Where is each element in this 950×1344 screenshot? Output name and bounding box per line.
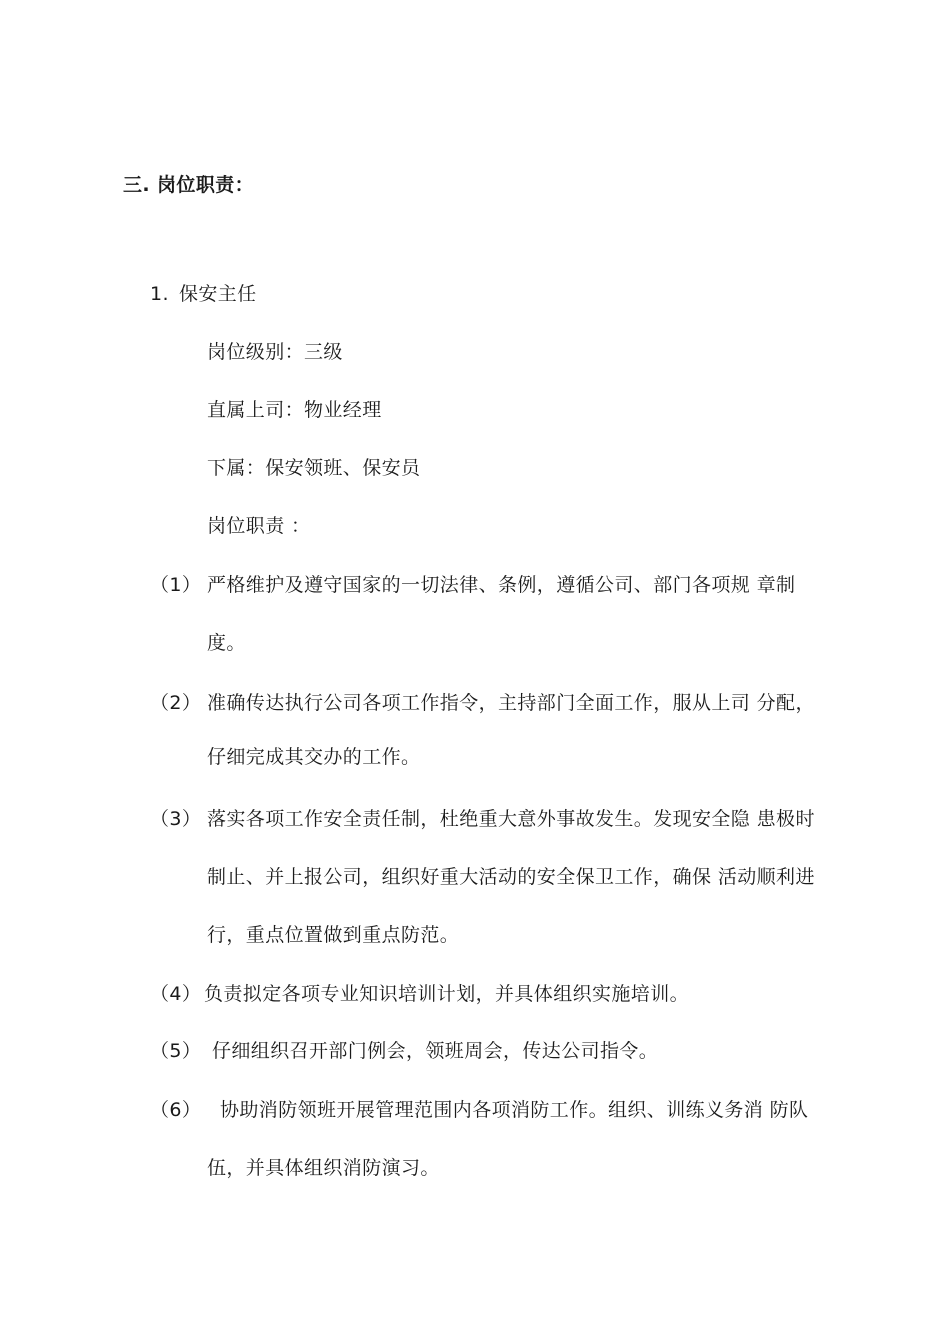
duty-1 [150, 572, 795, 598]
duty-text-line: 仔细组织召开部门例会，领班周会，传达公司指令。 [212, 1040, 659, 1062]
position-number: 1. [150, 283, 169, 305]
duty-marker: （2） [150, 692, 202, 714]
duty-marker: （4） [150, 983, 202, 1005]
duty-text-line: 落实各项工作安全责任制，杜绝重大意外事故发生。发现安全隐 患极时 [207, 808, 815, 830]
position-title: 保安主任 [178, 283, 257, 305]
duty-marker: （5） [150, 1040, 202, 1062]
duty-6 [150, 1097, 808, 1123]
duty-text-line: 度。 [207, 632, 246, 654]
duty-marker: （6） [150, 1099, 202, 1121]
duty-text-line: 行，重点位置做到重点防范。 [207, 924, 460, 946]
position-subordinates: 下属：保安领班、保安员 [207, 457, 421, 479]
position-level: 岗位级别：三级 [207, 341, 343, 363]
duty-text-line: 伍，并具体组织消防演习。 [207, 1157, 440, 1179]
duty-text-line: 准确传达执行公司各项工作指令，主持部门全面工作，服从上司 分配， [207, 692, 815, 714]
position-title-row [150, 281, 257, 307]
duty-text-line: 协助消防领班开展管理范围内各项消防工作。组织、训练义务消 防队 [220, 1099, 809, 1121]
section-heading: 三. 岗位职责： [123, 174, 255, 196]
duties-label: 岗位职责 ： [207, 515, 311, 537]
duty-5 [150, 1038, 658, 1064]
duty-text-line: 严格维护及遵守国家的一切法律、条例，遵循公司、部门各项规 章制 [207, 574, 796, 596]
duty-4 [150, 981, 689, 1007]
duty-marker: （1） [150, 574, 202, 596]
duty-text-line: 负责拟定各项专业知识培训计划，并具体组织实施培训。 [204, 983, 690, 1005]
duty-3 [150, 806, 815, 832]
duty-text-line: 仔细完成其交办的工作。 [207, 746, 421, 768]
position-superior: 直属上司：物业经理 [207, 399, 382, 421]
duty-marker: （3） [150, 808, 202, 830]
duty-2 [150, 690, 815, 716]
duty-text-line: 制止、并上报公司，组织好重大活动的安全保卫工作，确保 活动顺利进 [207, 866, 815, 888]
